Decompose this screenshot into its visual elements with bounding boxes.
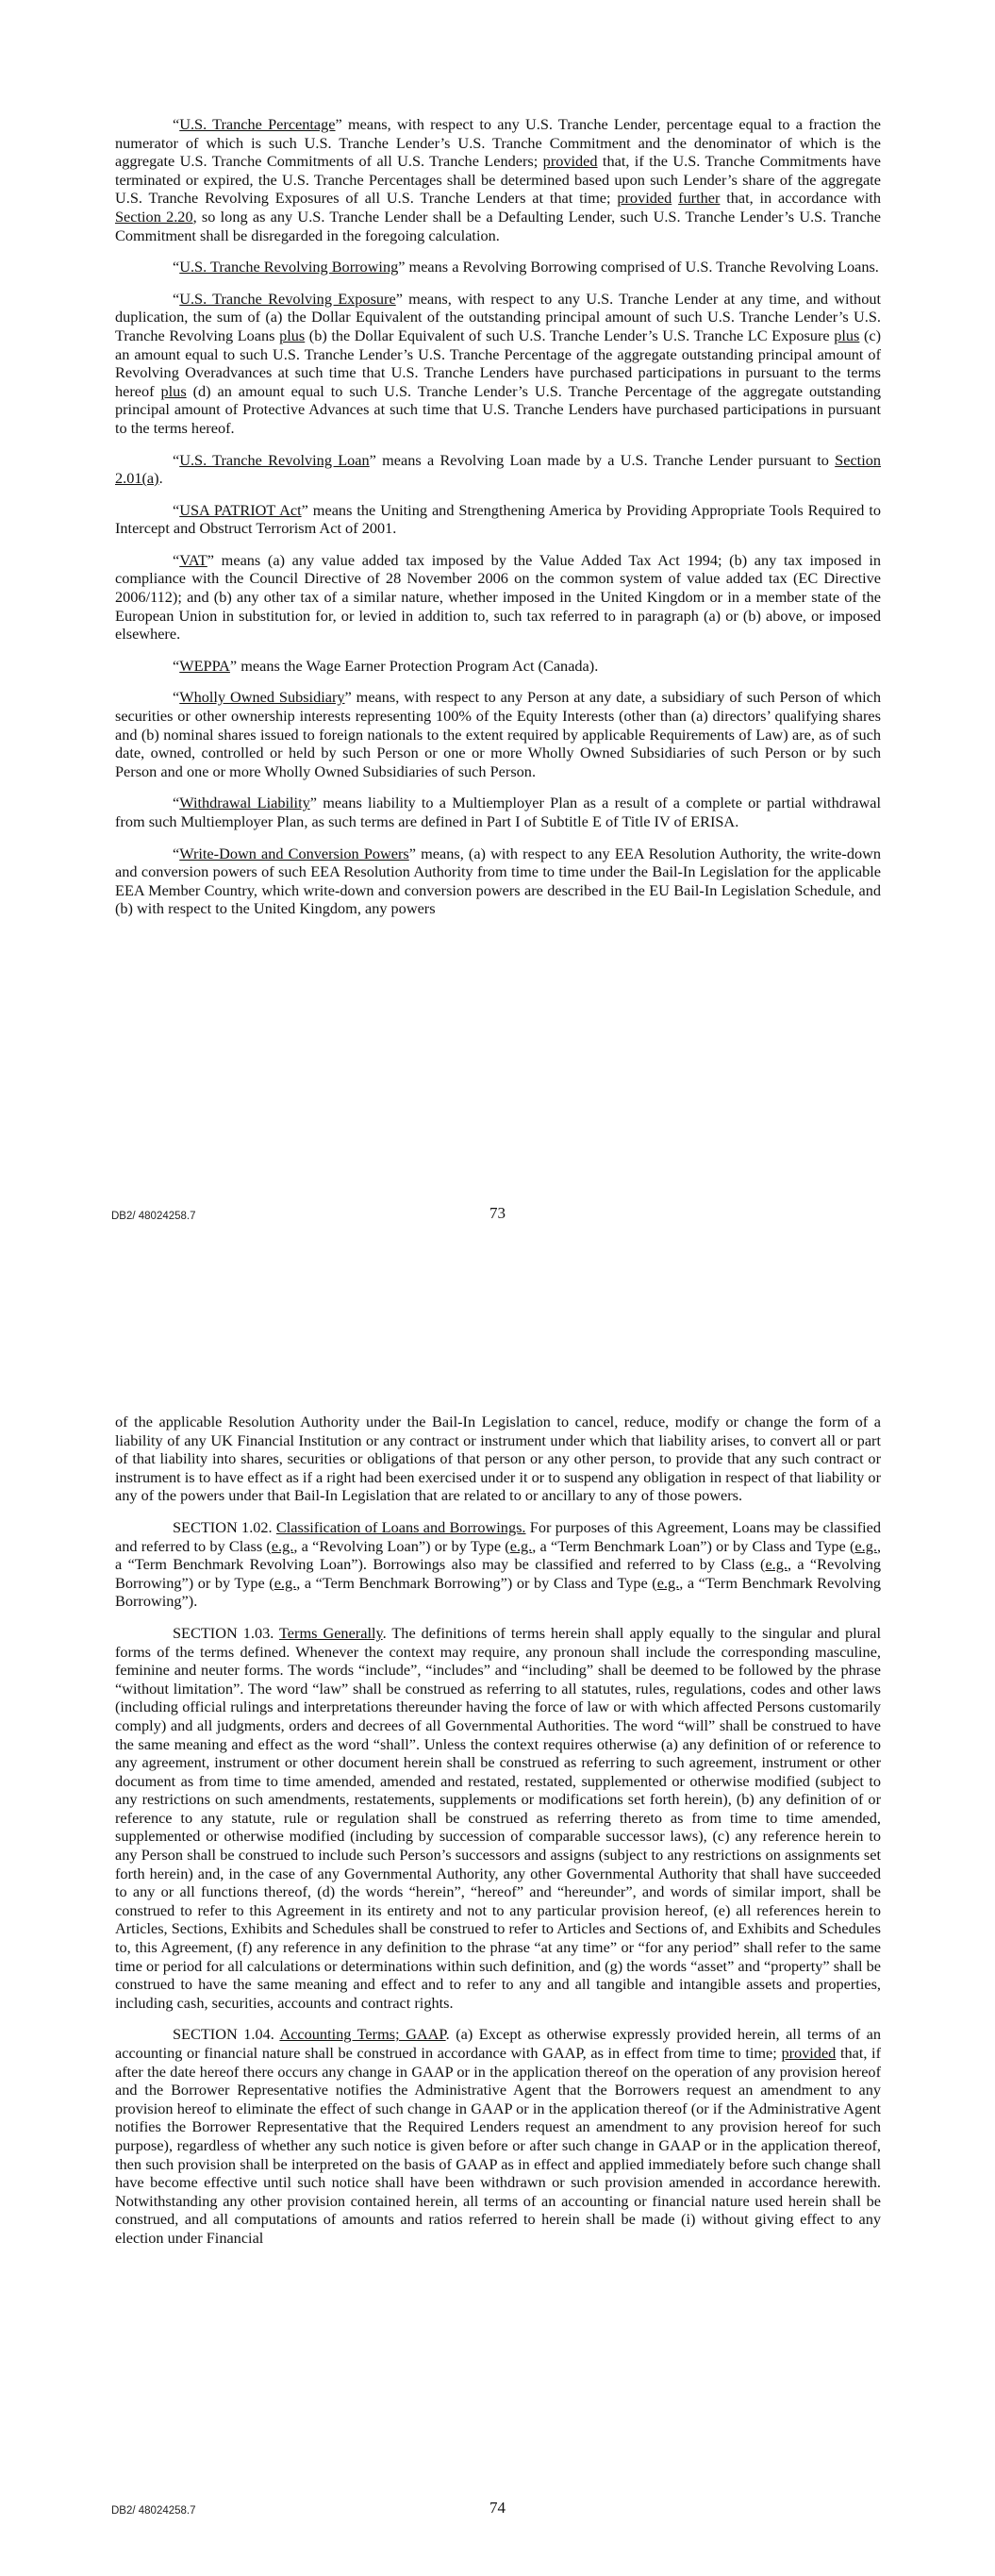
underlined-term: Terms Generally — [279, 1623, 383, 1642]
paragraph — [115, 794, 881, 830]
underlined-term: e.g. — [854, 1536, 877, 1555]
paragraph — [115, 501, 881, 538]
underlined-term: provided — [617, 189, 672, 208]
page-body — [115, 115, 881, 931]
underlined-term: Withdrawal Liability — [179, 794, 310, 812]
paragraph — [115, 551, 881, 644]
text-run: (b) the Dollar Equivalent of such U.S. Tranche Lender’s U.S. Tranche LC Exposure — [305, 326, 835, 344]
text-run: ” means, with respect to any U.S. Tranche Lender, percentage equal to a fraction the numerator of which is such U.S. Tranche Lender’s U.S. Tranche Commitment and the denominator of which is the aggregate U.S. Tranche Commitments of all U.S. Tranche Lenders; — [115, 115, 881, 171]
text-run: “ — [173, 794, 180, 812]
text-run: that, if after the date hereof there occurs any change in GAAP or in the application thereof on the operation of any provision hereof and the Borrower Representative notifies the Administrative Agent that the Borrowers request an amendment to any provision hereof to eliminate the effect of such change in GAAP or in the application thereof (or if the Administrative Agent notifies the Borrower Representative that the Required Lenders request an amendment to any provision hereof for such purpose), regardless of whether any such notice is given before or after such change in GAAP or in the application thereof, then such provision shall be interpreted on the basis of GAAP as in effect and applied immediately before such change shall have become effective until such notice shall have been withdrawn or such provision amended in accordance herewith. Notwithstanding any other provision contained herein, all terms of an accounting or financial nature used herein shall be construed, and all computations of amounts and ratios referred to herein shall be made (i) without giving effect to any election under Financial — [115, 2044, 881, 2247]
underlined-term: Section 2.20 — [115, 207, 193, 226]
paragraph — [115, 451, 881, 488]
text-run: (d) an amount equal to such U.S. Tranche Lender’s U.S. Tranche Percentage of the aggregate outstanding principal amount of Protective Advances at such time that U.S. Tranche Lenders have purchased participations in pursuant to the terms hereof. — [115, 381, 881, 437]
text-run: ” means a Revolving Loan made by a U.S. Tranche Lender pursuant to — [369, 450, 836, 469]
underlined-term: e.g. — [271, 1536, 294, 1555]
text-run: “ — [173, 289, 180, 308]
document-id-footer: DB2/ 48024258.7 — [111, 2505, 196, 2517]
text-run: “ — [173, 656, 180, 675]
paragraph — [115, 688, 881, 780]
text-run: “ — [173, 550, 180, 569]
underlined-term: Wholly Owned Subsidiary — [179, 688, 345, 707]
paragraph — [115, 1413, 881, 1505]
underlined-term: Section 2.01(a) — [115, 450, 882, 488]
text-run: “ — [173, 258, 180, 276]
paragraph — [115, 845, 881, 918]
paragraph — [115, 2025, 881, 2247]
page-body — [115, 1413, 881, 2261]
text-run: ” means, with respect to any U.S. Tranche Lender at any time, and without duplication, the sum of (a) the Dollar Equivalent of the outstanding principal amount of such U.S. Tranche Lender’s U.S. Tranche Revolving Loans — [115, 289, 881, 344]
text-run: that, in accordance with — [720, 189, 882, 208]
text-run: “ — [173, 844, 180, 862]
text-run: “ — [173, 450, 180, 469]
text-run: ” means the Uniting and Strengthening America by Providing Appropriate Tools Required to Intercept and Obstruct Terrorism Act of 2001. — [115, 500, 881, 538]
text-run: , a “Term Benchmark Revolving Borrowing”). — [115, 1573, 881, 1611]
underlined-term: U.S. Tranche Percentage — [179, 115, 336, 133]
underlined-term: e.g. — [274, 1573, 297, 1592]
underlined-term: further — [678, 189, 721, 208]
underlined-term: U.S. Tranche Revolving Exposure — [179, 289, 396, 308]
underlined-term: U.S. Tranche Revolving Borrowing — [179, 258, 399, 276]
text-run: ” means liability to a Multiemployer Plan as a result of a complete or partial withdrawal from such Multiemployer Plan, as such terms are defined in Part I of Subtitle E of Title IV of ERISA. — [115, 794, 882, 830]
underlined-term: VAT — [179, 550, 207, 569]
text-run: “ — [173, 500, 180, 519]
text-run: SECTION 1.03. — [173, 1623, 279, 1642]
text-run: . (a) Except as otherwise expressly provided herein, all terms of an accounting or financial nature shall be construed in accordance with GAAP, as in effect from time to time; — [115, 2025, 881, 2062]
underlined-term: U.S. Tranche Revolving Loan — [179, 450, 370, 469]
text-run: “ — [173, 688, 180, 707]
text-run: SECTION 1.04. — [173, 2025, 280, 2044]
text-run: , a “Term Benchmark Revolving Loan”). Borrowings also may be classified and referred to by Class ( — [115, 1536, 882, 1574]
text-run: of the applicable Resolution Authority under the Bail-In Legislation to cancel, reduce, modify or change the form of a liability of any UK Financial Institution or any contract or instrument under which that liability arises, to convert all or part of that liability into shares, securities or obligations of that person or any other person, to provide that any such contract or instrument is to have effect as if a right had been exercised under it or to suspend any obligation in respect of that liability or any of the powers under that Bail-In Legislation that are related to or ancillary to any of those powers. — [115, 1413, 881, 1505]
text-run: ” means (a) any value added tax imposed by the Value Added Tax Act 1994; (b) any tax imposed in compliance with the Council Directive of 28 November 2006 on the common system of value added tax (EC Directive 2006/112); and (b) any other tax of a similar nature, whether imposed in the United Kingdom or in a member state of the European Union in substitution for, or levied in addition to, such tax referred to in paragraph (a) or (b) above, or imposed elsewhere. — [115, 550, 881, 644]
underlined-term: plus — [834, 326, 860, 344]
underlined-term: provided — [781, 2044, 837, 2062]
text-run: ” means the Wage Earner Protection Program Act (Canada). — [229, 656, 599, 675]
underlined-term: e.g. — [509, 1536, 533, 1555]
text-run: ” means, (a) with respect to any EEA Resolution Authority, the write-down and conversion powers of such EEA Resolution Authority from time to time under the Bail-In Legislation for the applicable EEA Member Country, which write-down and conversion powers are described in the EU Bail-In Legislation Schedule, and (b) with respect to the United Kingdom, any powers — [115, 844, 881, 918]
paragraph — [115, 290, 881, 438]
paragraph — [115, 1518, 881, 1611]
text-run: , a “Term Benchmark Loan”) or by Class and Type ( — [532, 1536, 855, 1555]
underlined-term: Write-Down and Conversion Powers — [179, 844, 409, 862]
underlined-term: USA PATRIOT Act — [179, 500, 302, 519]
text-run: For purposes of this Agreement, Loans may be classified and referred to by Class ( — [115, 1517, 882, 1555]
text-run: ” means a Revolving Borrowing comprised of U.S. Tranche Revolving Loans. — [398, 258, 879, 276]
text-run: that, if the U.S. Tranche Commitments have terminated or expired, the U.S. Tranche Percentages shall be determined based upon such Lender’s share of the aggregate U.S. Tranche Revolving Exposures of all U.S. Tranche Lenders at that time; — [115, 152, 882, 208]
text-run: , a “Revolving Borrowing”) or by Type ( — [115, 1555, 881, 1592]
page-number: 73 — [489, 1204, 506, 1222]
underlined-term: plus — [279, 326, 306, 344]
text-run: . — [158, 469, 163, 488]
paragraph — [115, 657, 881, 676]
paragraph — [115, 258, 881, 276]
text-run: ” means, with respect to any Person at any date, a subsidiary of such Person of which securities or other ownership interests representing 100% of the Equity Interests (other than (a) directors’ qualifying shares and (b) nominal shares issued to foreign nationals to the extent required by applicable Requirements of Law) are, as of such date, owned, controlled or held by such Person or one or more Wholly Owned Subsidiaries of such Person or by such Person and one or more Wholly Owned Subsidiaries of such Person. — [115, 688, 882, 780]
text-run: , a “Term Benchmark Borrowing”) or by Class and Type ( — [296, 1573, 657, 1592]
text-run: , a “Revolving Loan”) or by Type ( — [293, 1536, 510, 1555]
underlined-term: provided — [542, 152, 598, 171]
paragraph — [115, 1624, 881, 2012]
text-run: SECTION 1.02. — [173, 1517, 276, 1536]
underlined-term: e.g. — [765, 1555, 788, 1574]
page-number: 74 — [489, 2499, 506, 2517]
text-run: (c) an amount equal to such U.S. Tranche Lender’s U.S. Tranche Percentage of the aggregate outstanding principal amount of Revolving Overadvances at such time that U.S. Tranche Lenders have purchased participations in pursuant to the terms hereof — [115, 326, 882, 400]
underlined-term: Accounting Terms; GAAP — [279, 2025, 446, 2044]
paragraph — [115, 115, 881, 244]
underlined-term: plus — [160, 381, 187, 400]
document-page-74 — [0, 1274, 995, 2576]
underlined-term: WEPPA — [179, 656, 230, 675]
underlined-term: e.g. — [656, 1573, 680, 1592]
text-run: , so long as any U.S. Tranche Lender shall be a Defaulting Lender, such U.S. Tranche Lender’s U.S. Tranche Commitment shall be disregarded in the foregoing calculation. — [115, 207, 881, 244]
document-page-73 — [0, 0, 995, 1274]
document-id-footer: DB2/ 48024258.7 — [111, 1211, 196, 1222]
text-run: “ — [173, 115, 180, 133]
underlined-term: Classification of Loans and Borrowings. — [275, 1517, 526, 1536]
text-run: . The definitions of terms herein shall apply equally to the singular and plural forms of the terms defined. Whenever the context may require, any pronoun shall include the corresponding masculine, feminine and neuter forms. The words “include”, “includes” and “including” shall be deemed to be followed by the phrase “without limitation”. The word “law” shall be construed as referring to all statutes, rules, regulations, codes and other laws (including official rulings and interpretations thereunder having the force of law or with which affected Persons customarily comply) and all judgments, orders and decrees of all Governmental Authorities. The word “will” shall be construed to have the same meaning and effect as the word “shall”. Unless the context requires otherwise (a) any definition of or reference to any agreement, instrument or other document herein shall be construed as referring to such agreement, instrument or other document as from time to time amended, amended and restated, restated, supplemented or otherwise modified (subject to any restrictions on such amendments, restatements, supplements or modifications set forth herein), (b) any definition of or reference to any statute, rule or regulation shall be construed as referring thereto as from time to time amended, supplemented or otherwise modified (including by succession of comparable successor laws), (c) any reference herein to any Person shall be construed to include such Person’s successors and assigns (subject to any restrictions on assignments set forth herein) and, in the case of any Governmental Authority, any other Governmental Authority that shall have succeeded to any or all functions thereof, (d) the words “herein”, “hereof” and “hereunder”, and words of similar import, shall be construed to refer to this Agreement in its entirety and not to any particular provision hereof, (e) all references herein to Articles, Sections, Exhibits and Schedules shall be construed to refer to Articles and Sections of, and Exhibits and Schedules to, this Agreement, (f) any reference in any definition to the phrase “at any time” or “for any period” shall refer to the same time or period for all calculations or determinations within such definition, and (g) the words “asset” and “property” shall be construed to have the same meaning and effect and to refer to any and all tangible and intangible assets and properties, including cash, securities, accounts and contract rights. — [115, 1623, 881, 2012]
